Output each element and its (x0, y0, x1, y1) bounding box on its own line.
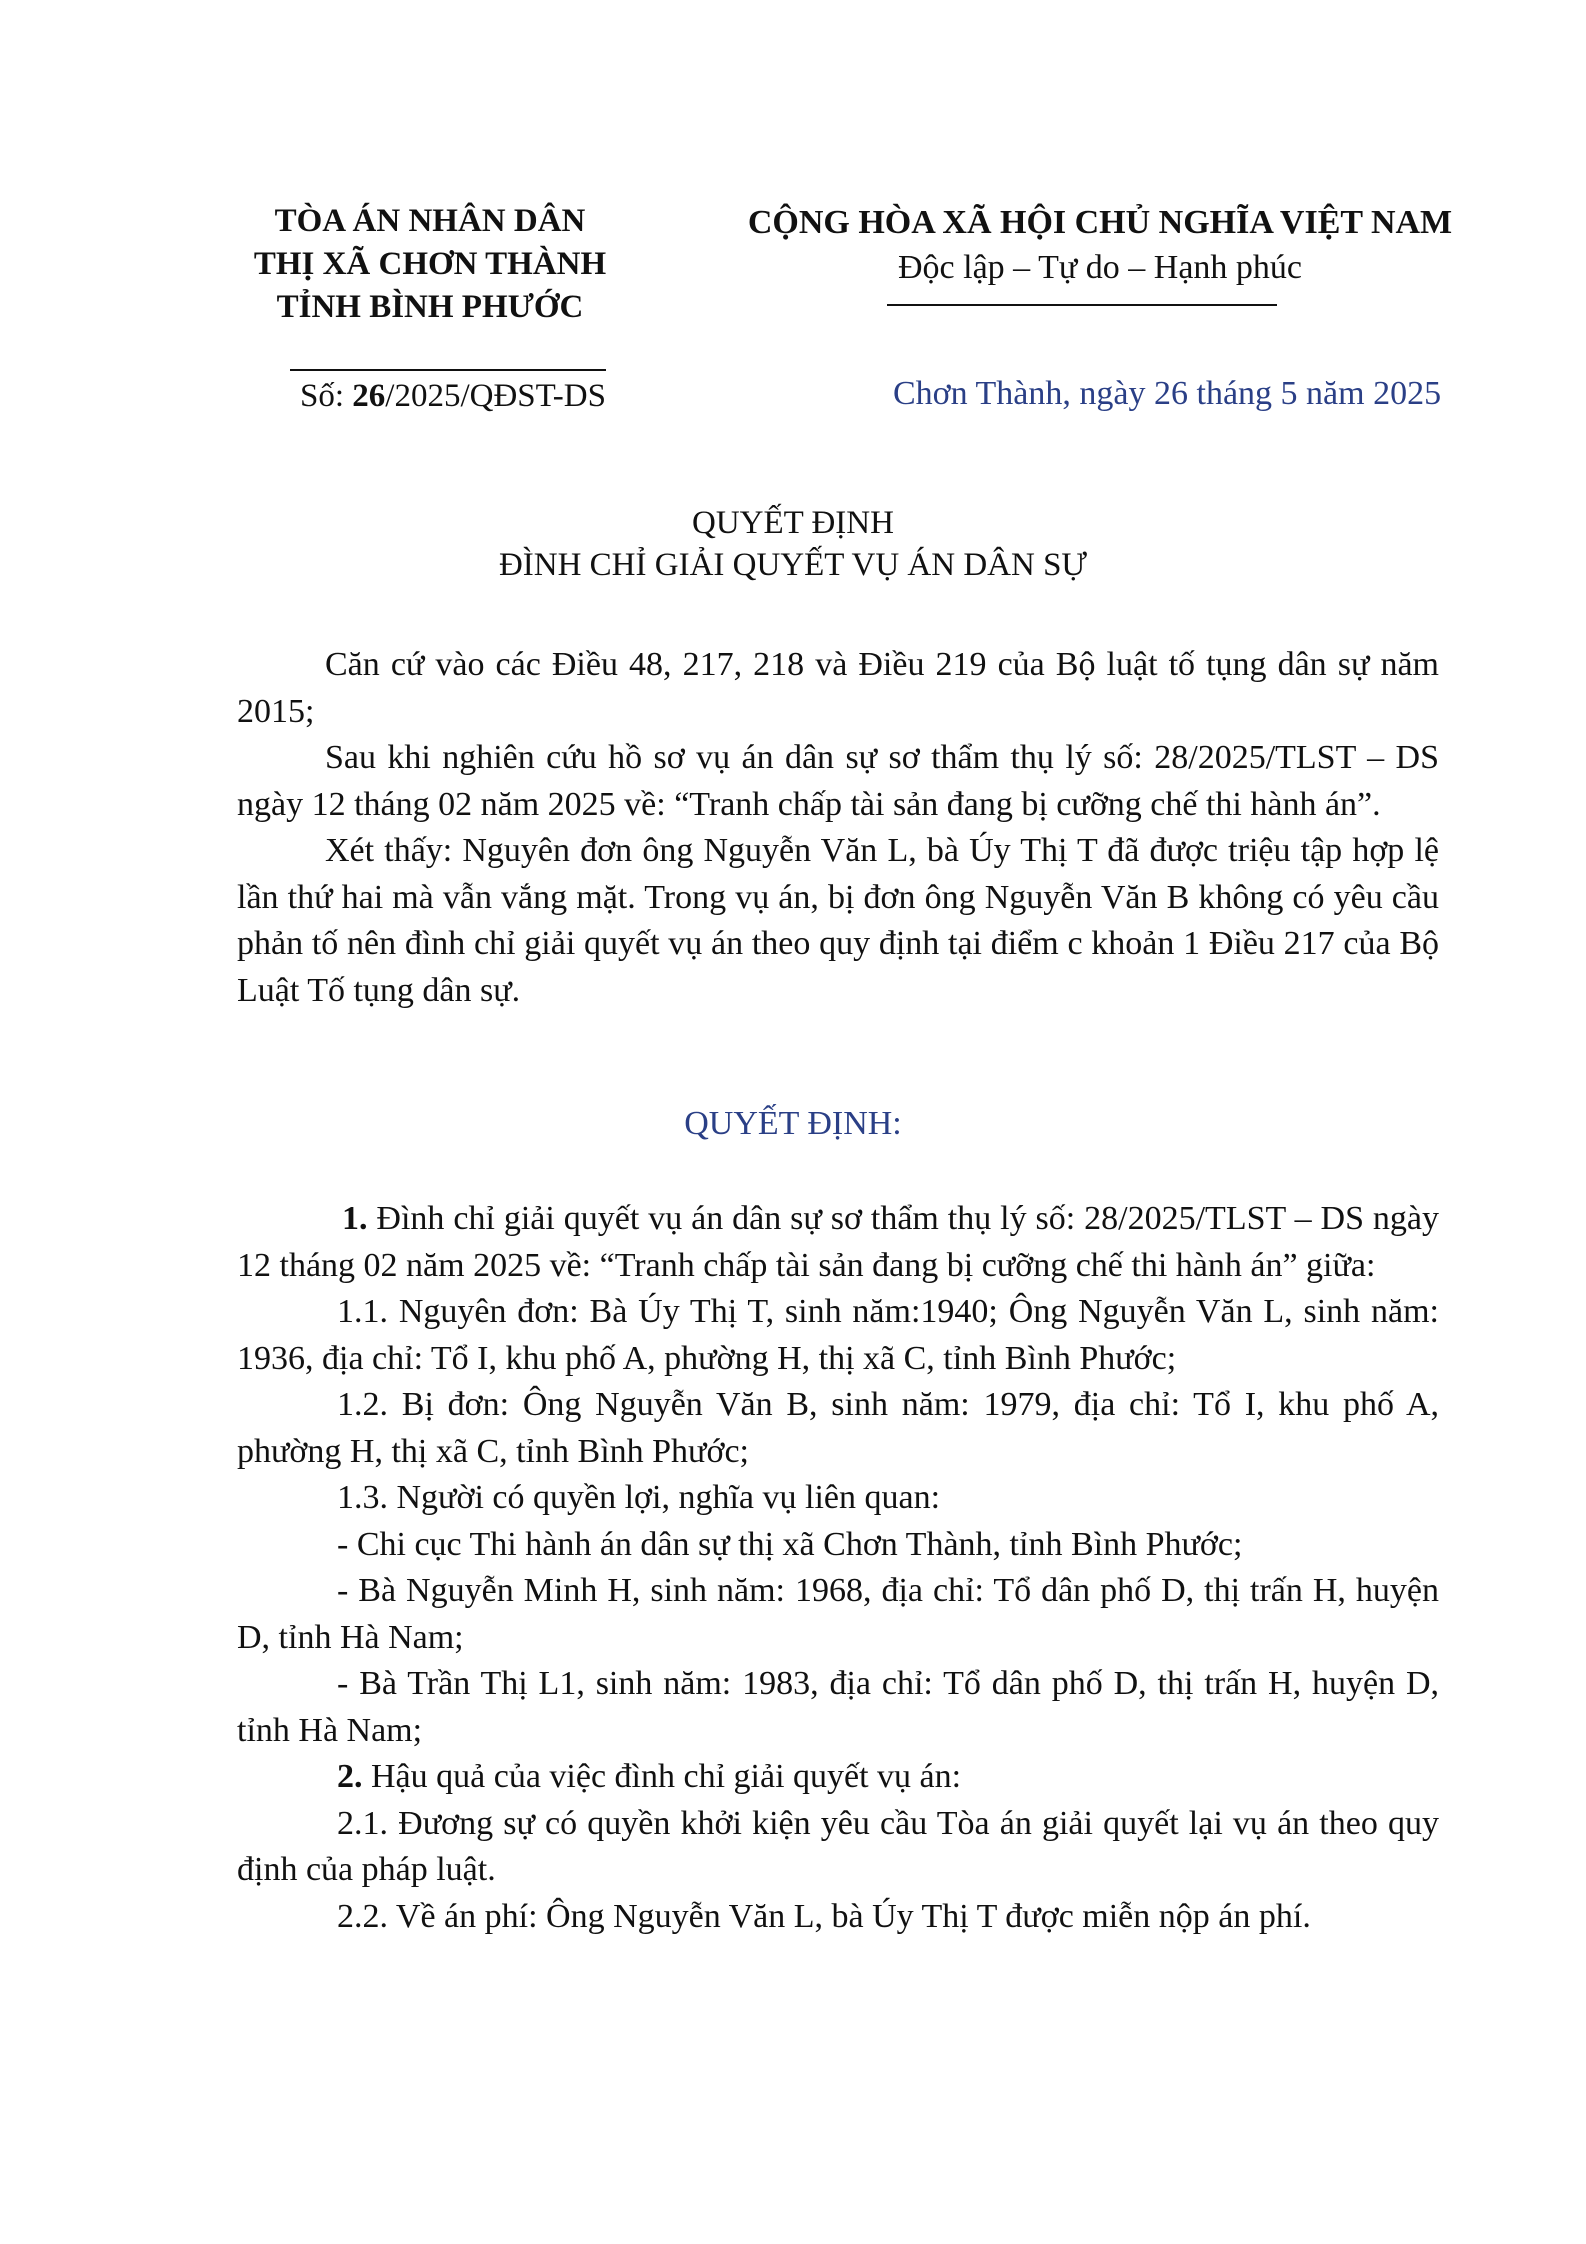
document-subtitle: ĐÌNH CHỈ GIẢI QUYẾT VỤ ÁN DÂN SỰ (498, 547, 1088, 583)
court-header (190, 200, 670, 329)
document-title: QUYẾT ĐỊNH (692, 505, 894, 541)
court-name-line2: THỊ XÃ CHƠN THÀNH (253, 246, 607, 282)
decision-item-1-2: 1.2. Bị đơn: Ông Nguyễn Văn B, sinh năm: 1979, địa chỉ: Tổ I, khu phố A, phường H, thị xã C, tỉnh Bình Phước; (237, 1386, 1439, 1470)
preamble (237, 642, 1439, 1014)
document-number-value: 26 (352, 378, 386, 414)
document-number-suffix: /2025/QĐST-DS (385, 378, 606, 414)
nation-motto: Độc lập – Tự do – Hạnh phúc (898, 249, 1302, 286)
decision-item-1-3-b: - Bà Nguyễn Minh H, sinh năm: 1968, địa chỉ: Tổ dân phố D, thị trấn H, huyện D, tỉnh Hà Nam; (237, 1572, 1439, 1656)
document-number (300, 378, 606, 415)
decision-item-1-1: 1.1. Nguyên đơn: Bà Úy Thị T, sinh năm:1940; Ông Nguyễn Văn L, sinh năm: 1936, địa chỉ: Tổ I, khu phố A, phường H, thị xã C, tỉnh Bình Phước; (237, 1293, 1439, 1377)
decision-item-1-3: 1.3. Người có quyền lợi, nghĩa vụ liên quan: (337, 1479, 941, 1516)
nation-name: CỘNG HÒA XÃ HỘI CHỦ NGHĨA VIỆT NAM (747, 204, 1453, 241)
decision-item-1-text: Đình chỉ giải quyết vụ án dân sự sơ thẩm thụ lý số: 28/2025/TLST – DS ngày 12 tháng 02 năm 2025 về: “Tranh chấp tài sản đang bị cưỡng chế thi hành án” giữa: (237, 1200, 1439, 1284)
court-header-underline (290, 369, 606, 371)
preamble-case-review: Sau khi nghiên cứu hồ sơ vụ án dân sự sơ thẩm thụ lý số: 28/2025/TLST – DS ngày 12 tháng 02 năm 2025 về: “Tranh chấp tài sản đang bị cưỡng chế thi hành án”. (237, 739, 1439, 823)
preamble-findings: Xét thấy: Nguyên đơn ông Nguyễn Văn L, bà Úy Thị T đã được triệu tập hợp lệ lần thứ hai mà vẫn vắng mặt. Trong vụ án, bị đơn ông Nguyễn Văn B không có yêu cầu phản tố nên đình chỉ giải quyết vụ án theo quy định tại điểm c khoản 1 Điều 217 của Bộ Luật Tố tụng dân sự. (237, 832, 1439, 1009)
preamble-legal-basis: Căn cứ vào các Điều 48, 217, 218 và Điều 219 của Bộ luật tố tụng dân sự năm 2015; (237, 646, 1439, 730)
court-name-line3: TỈNH BÌNH PHƯỚC (276, 289, 584, 325)
court-name-line1: TÒA ÁN NHÂN DÂN (274, 203, 586, 239)
decision-item-2-text: Hậu quả của việc đình chỉ giải quyết vụ án: (362, 1758, 962, 1795)
nation-header (720, 200, 1480, 290)
decision-item-2-number: 2. (337, 1758, 363, 1795)
decision-item-2 (237, 1754, 1439, 1801)
decision-item-1 (237, 1196, 1439, 1289)
decision-body (237, 1196, 1439, 1940)
document-number-prefix: Số: (300, 378, 353, 414)
document-date: Chơn Thành, ngày 26 tháng 5 năm 2025 (893, 375, 1442, 412)
decision-heading: QUYẾT ĐỊNH: (684, 1105, 902, 1142)
decision-item-1-3-c: - Bà Trần Thị L1, sinh năm: 1983, địa chỉ: Tổ dân phố D, thị trấn H, huyện D, tỉnh Hà Nam; (237, 1665, 1439, 1749)
decision-item-1-3-a: - Chi cục Thi hành án dân sự thị xã Chơn Thành, tỉnh Bình Phước; (337, 1525, 1243, 1563)
decision-item-2-2: 2.2. Về án phí: Ông Nguyễn Văn L, bà Úy Thị T được miễn nộp án phí. (337, 1897, 1311, 1935)
decision-item-1-number: 1. (342, 1200, 368, 1237)
decision-item-2-1: 2.1. Đương sự có quyền khởi kiện yêu cầu Tòa án giải quyết lại vụ án theo quy định của pháp luật. (237, 1804, 1439, 1888)
motto-underline (887, 304, 1277, 306)
